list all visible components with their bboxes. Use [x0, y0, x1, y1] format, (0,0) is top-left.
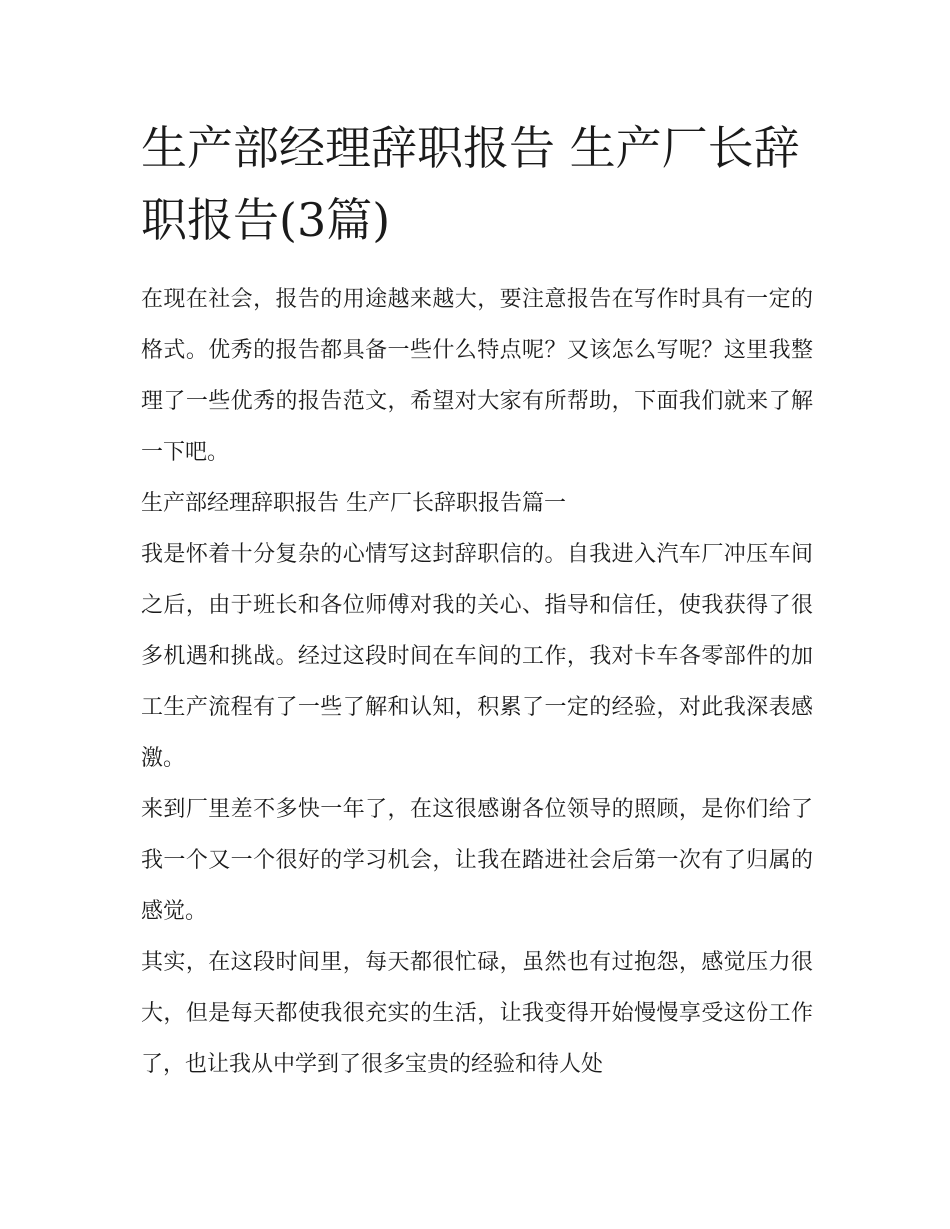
- document-body: [141, 112, 813, 1090]
- body-paragraph: 其实，在这段时间里，每天都很忙碌，虽然也有过抱怨，感觉压力很大，但是每天都使我很充实的生活，让我变得开始慢慢享受这份工作了，也让我从中学到了很多宝贵的经验和待人处: [141, 950, 813, 1077]
- body-paragraph: 来到厂里差不多快一年了，在这很感谢各位领导的照顾，是你们给了我一个又一个很好的学习机会，让我在踏进社会后第一次有了归属的感觉。: [141, 797, 813, 924]
- section-heading: 生产部经理辞职报告 生产厂长辞职报告篇一: [141, 491, 566, 516]
- body-paragraph: 我是怀着十分复杂的心情写这封辞职信的。自我进入汽车厂冲压车间之后，由于班长和各位师傅对我的关心、指导和信任，使我获得了很多机遇和挑战。经过这段时间在车间的工作，我对卡车各零部件的加工生产流程有了一些了解和认知，积累了一定的经验，对此我深表感激。: [141, 542, 813, 771]
- document-title: 生产部经理辞职报告 生产厂长辞职报告(3篇): [141, 121, 800, 247]
- intro-paragraph: 在现在社会，报告的用途越来越大，要注意报告在写作时具有一定的格式。优秀的报告都具备一些什么特点呢？又该怎么写呢？这里我整理了一些优秀的报告范文，希望对大家有所帮助，下面我们就来了解一下吧。: [141, 287, 813, 465]
